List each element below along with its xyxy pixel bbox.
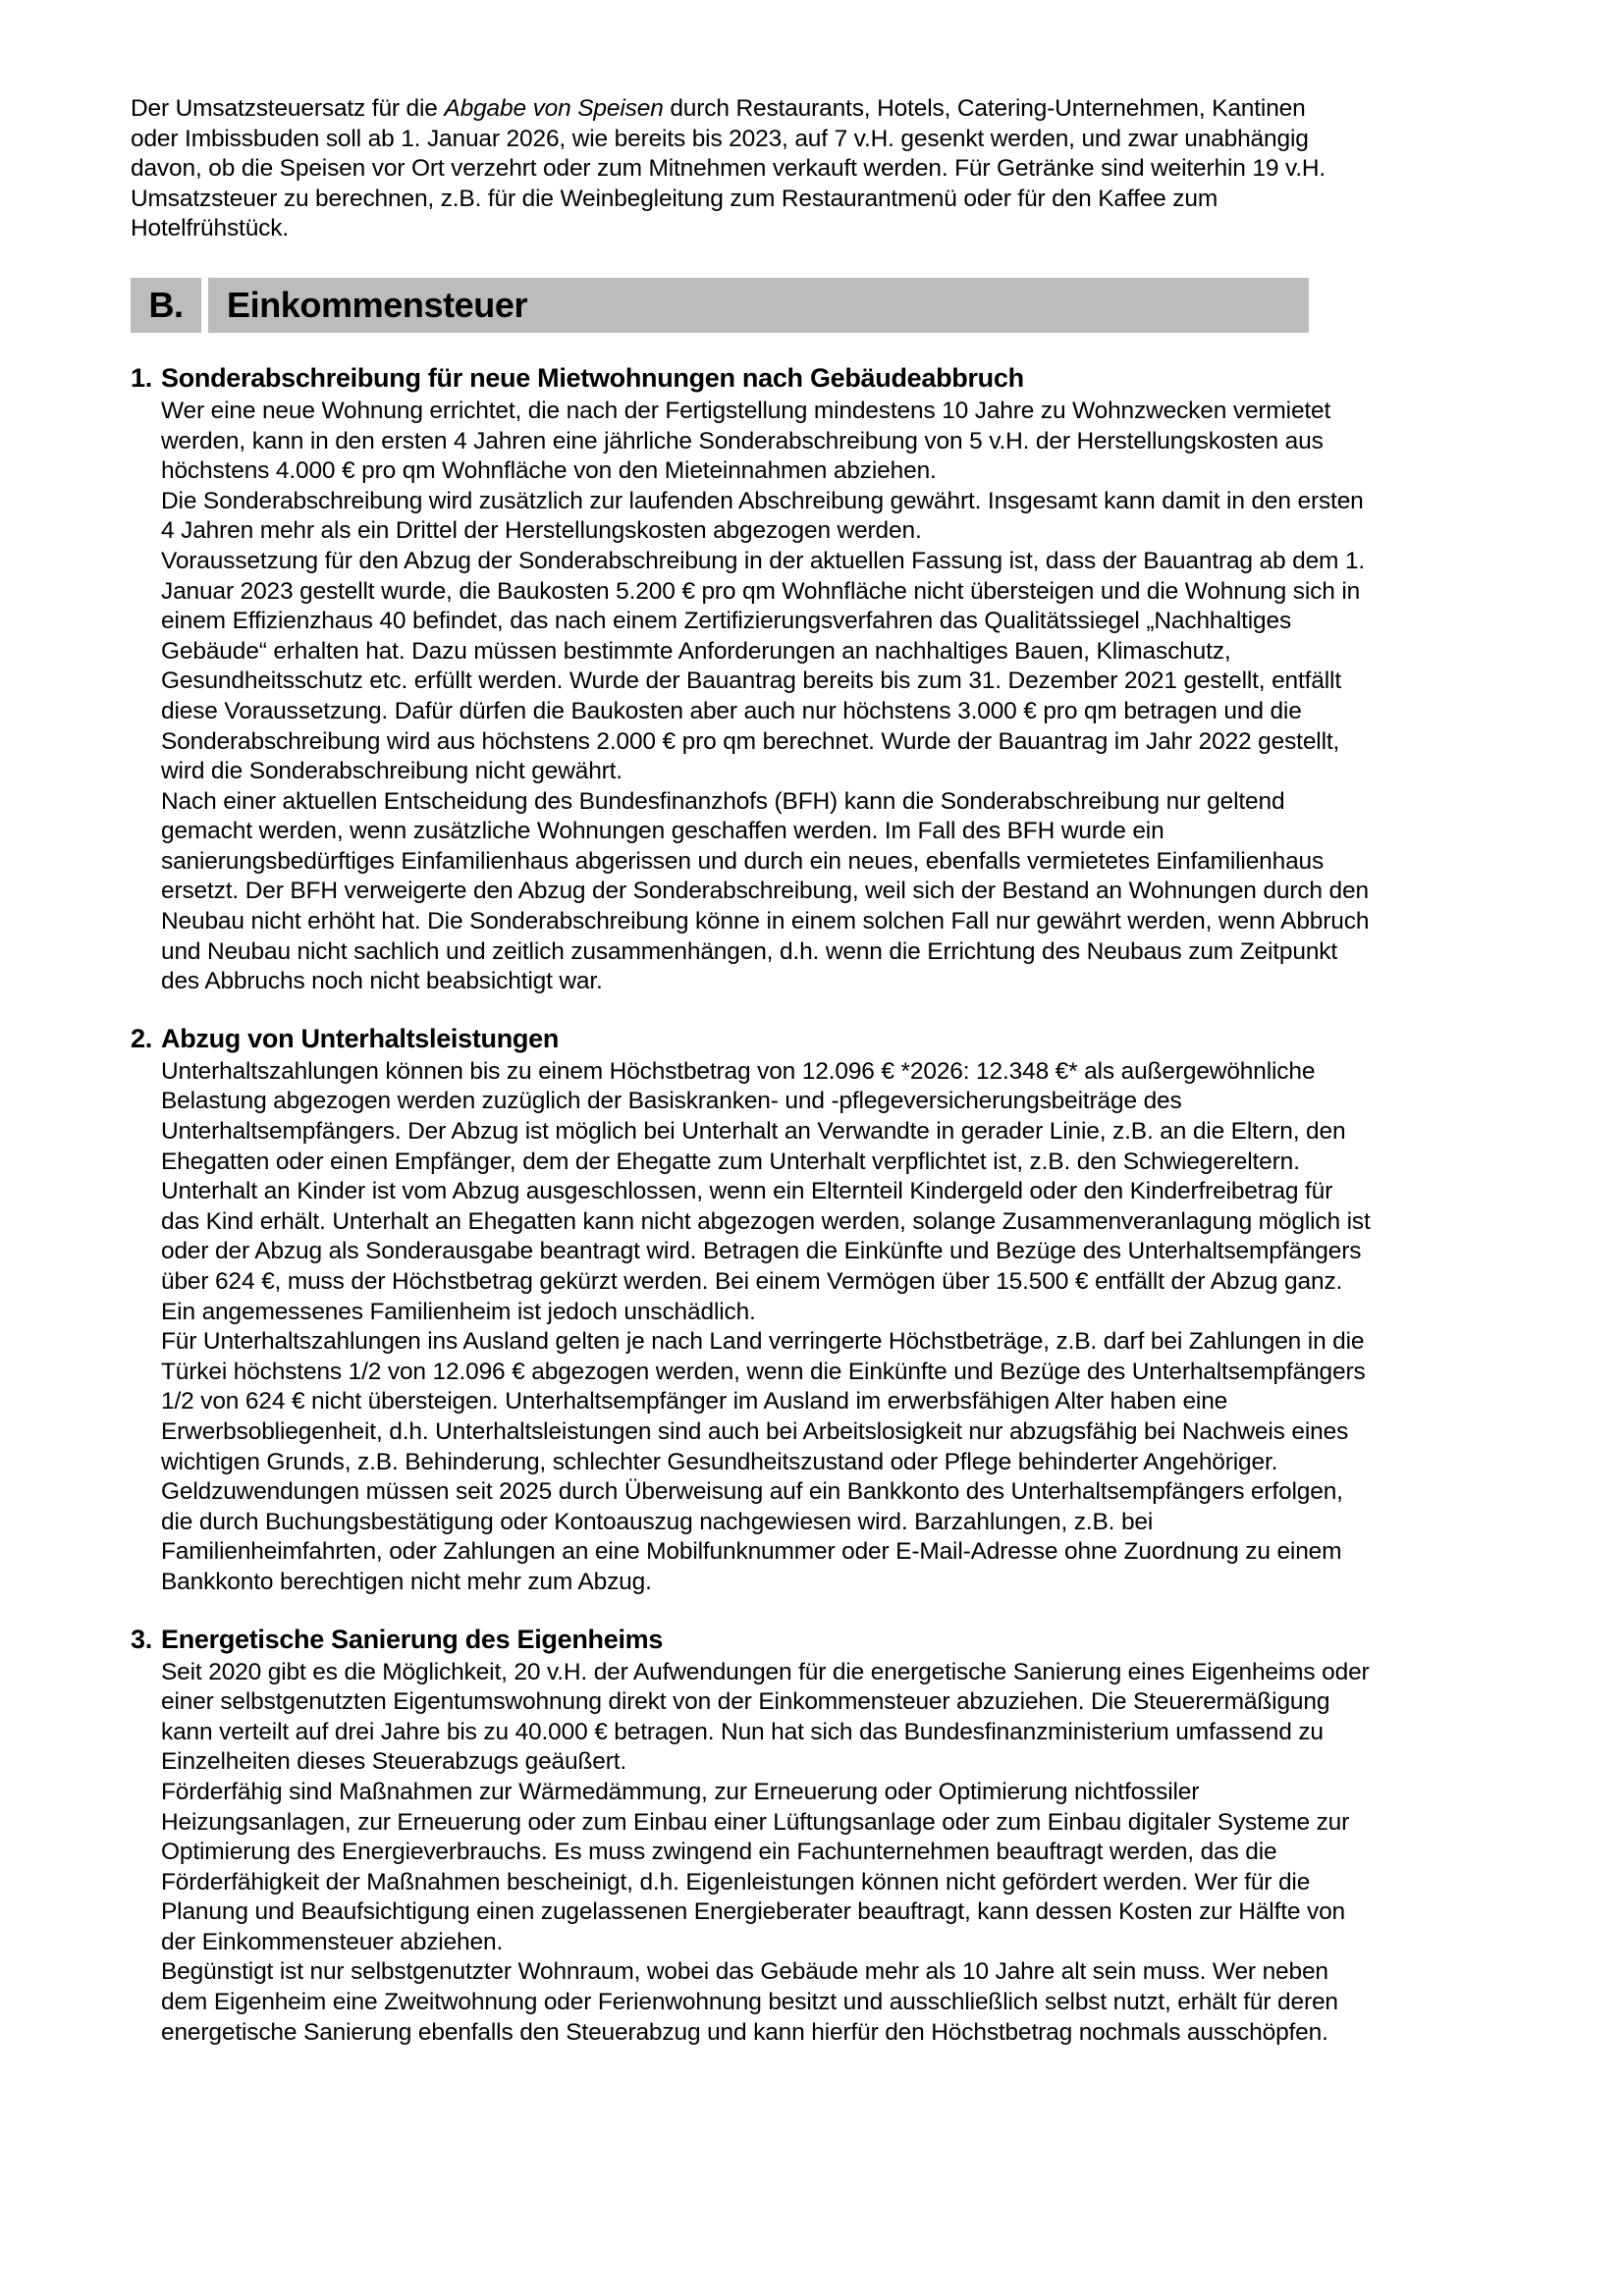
numbered-item-list bbox=[131, 362, 1500, 2048]
body-paragraph: Förderfähig sind Maßnahmen zur Wärmedämmung, zur Erneuerung oder Optimierung nichtfossiler Heizungsanlagen, zur Erneuerung oder zum Einbau einer Lüftungsanlage oder zum Einbau digitaler Systeme zur Optimierung des Energieverbrauchs. Es muss zwingend ein Fachunternehmen beauftragt werden, das die Förderfähigkeit der Maßnahmen bescheinigt, d.h. Eigenleistungen können nicht gefördert werden. Wer für die Planung und Beaufsichtigung einen zugelassenen Energieberater beauftragt, kann dessen Kosten zur Hälfte von der Einkommensteuer abziehen. bbox=[161, 1778, 1350, 1955]
section-band-title: Einkommensteuer bbox=[208, 278, 1309, 333]
item-heading bbox=[131, 362, 1500, 394]
numbered-item bbox=[131, 1624, 1500, 2049]
item-heading bbox=[131, 1023, 1500, 1054]
body-paragraph: Voraussetzung für den Abzug der Sonderabschreibung in der aktuellen Fassung ist, dass der Bauantrag ab dem 1. Januar 2023 gestellt wurde, die Baukosten 5.200 € pro qm Wohnfläche nicht übersteigen und die Wohnung sich in einem Effizienzhaus 40 befindet, das nach einem Zertifizierungsverfahren das Qualitätssiegel „Nachhaltiges Gebäude“ erhalten hat. Dazu müssen bestimmte Anforderungen an nachhaltiges Bauen, Klimaschutz, Gesundheitsschutz etc. erfüllt werden. Wurde der Bauantrag bereits bis zum 31. Dezember 2021 gestellt, entfällt diese Voraussetzung. Dafür dürfen die Baukosten aber auch nur höchstens 3.000 € pro qm betragen und die Sonderabschreibung wird aus höchstens 2.000 € pro qm berechnet. Wurde der Bauantrag im Jahr 2022 gestellt, wird die Sonderabschreibung nicht gewährt. bbox=[161, 547, 1366, 785]
numbered-item bbox=[131, 362, 1500, 997]
section-band-divider bbox=[201, 278, 208, 333]
body-paragraph: Nach einer aktuellen Entscheidung des Bundesfinanzhofs (BFH) kann die Sonderabschreibung nur geltend gemacht werden, wenn zusätzliche Wohnungen geschaffen werden. Im Fall des BFH wurde ein sanierungsbedürftiges Einfamilienhaus abgerissen und durch ein neues, ebenfalls vermietetes Einfamilienhaus ersetzt. Der BFH verweigerte den Abzug der Sonderabschreibung, weil sich der Bestand an Wohnungen durch den Neubau nicht erhöht hat. Die Sonderabschreibung könne in einem solchen Fall nur gewährt werden, wenn Abbruch und Neubau nicht sachlich und zeitlich zusammenhängen, d.h. wenn die Errichtung des Neubaus zum Zeitpunkt des Abbruchs noch nicht beabsichtigt war. bbox=[161, 787, 1370, 995]
item-number: 1. bbox=[131, 362, 152, 393]
item-body bbox=[131, 397, 1500, 997]
item-title: Sonderabschreibung für neue Mietwohnungen nach Gebäudeabbruch bbox=[161, 362, 1024, 393]
item-heading bbox=[131, 1624, 1500, 1655]
item-body bbox=[131, 1057, 1500, 1598]
section-band bbox=[131, 278, 1309, 333]
item-title: Energetische Sanierung des Eigenheims bbox=[161, 1624, 664, 1654]
page-content bbox=[131, 94, 1500, 2048]
item-number: 3. bbox=[131, 1624, 152, 1654]
item-body bbox=[131, 1658, 1500, 2049]
intro-text-after-italic: durch Restaurants, Hotels, Catering-Unternehmen, Kantinen oder Imbissbuden soll ab 1. Januar 2026, wie bereits bis 2023, auf 7 v.H. gesenkt werden, und zwar unabhängig davon, ob die Speisen vor Ort verzehrt oder zum Mitnehmen verkauft werden. Für Getränke sind weiterhin 19 v.H. Umsatzsteuer zu berechnen, z.B. für die Weinbegleitung zum Restaurantmenü oder für den Kaffee zum Hotelfrühstück. bbox=[131, 95, 1326, 242]
intro-italic-phrase: Abgabe von Speisen bbox=[444, 95, 664, 122]
numbered-item bbox=[131, 1023, 1500, 1598]
section-band-letter: B. bbox=[131, 278, 201, 333]
body-paragraph: Geldzuwendungen müssen seit 2025 durch Überweisung auf ein Bankkonto des Unterhaltsempfängers erfolgen, die durch Buchungsbestätigung oder Kontoauszug nachgewiesen wird. Barzahlungen, z.B. bei Familienheimfahrten, oder Zahlungen an eine Mobilfunknummer oder E-Mail-Adresse ohne Zuordnung zu einem Bankkonto berechtigen nicht mehr zum Abzug. bbox=[161, 1478, 1343, 1595]
intro-text-before-italic: Der Umsatzsteuersatz für die bbox=[131, 95, 445, 122]
item-number: 2. bbox=[131, 1023, 152, 1053]
body-paragraph: Seit 2020 gibt es die Möglichkeit, 20 v.H. der Aufwendungen für die energetische Sanierung eines Eigenheims oder einer selbstgenutzten Eigentumswohnung direkt von der Einkommensteuer abzuziehen. Die Steuerermäßigung kann verteilt auf drei Jahre bis zu 40.000 € betragen. Nun hat sich das Bundesfinanzministerium umfassend zu Einzelheiten dieses Steuerabzugs geäußert. bbox=[161, 1658, 1370, 1776]
body-paragraph: Die Sonderabschreibung wird zusätzlich zur laufenden Abschreibung gewährt. Insgesamt kann damit in den ersten 4 Jahren mehr als ein Drittel der Herstellungskosten abgezogen werden. bbox=[161, 487, 1364, 545]
body-paragraph: Wer eine neue Wohnung errichtet, die nach der Fertigstellung mindestens 10 Jahre zu Wohnzwecken vermietet werden, kann in den ersten 4 Jahren eine jährliche Sonderabschreibung von 5 v.H. der Herstellungskosten aus höchstens 4.000 € pro qm Wohnfläche von den Mieteinnahmen abziehen. bbox=[161, 397, 1331, 485]
body-paragraph: Für Unterhaltszahlungen ins Ausland gelten je nach Land verringerte Höchstbeträge, z.B. darf bei Zahlungen in die Türkei höchstens 1/2 von 12.096 € abgezogen werden, wenn die Einkünfte und Bezüge des Unterhaltsempfängers 1/2 von 624 € nicht übersteigen. Unterhaltsempfänger im Ausland im erwerbsfähigen Alter haben eine Erwerbsobliegenheit, d.h. Unterhaltsleistungen sind auch bei Arbeitslosigkeit nur abzugsfähig bei Nachweis eines wichtigen Grunds, z.B. Behinderung, schlechter Gesundheitszustand oder Pflege behinderter Angehöriger. bbox=[161, 1328, 1366, 1475]
item-title: Abzug von Unterhaltsleistungen bbox=[161, 1023, 560, 1053]
intro-paragraph bbox=[131, 94, 1340, 244]
body-paragraph: Unterhaltszahlungen können bis zu einem Höchstbetrag von 12.096 € *2026: 12.348 €* als außergewöhnliche Belastung abgezogen werden zuzüglich der Basiskranken- und -pflegeversicherungsbeiträge des Unterhaltsempfängers. Der Abzug ist möglich bei Unterhalt an Verwandte in gerader Linie, z.B. an die Eltern, den Ehegatten oder einen Empfänger, dem der Ehegatte zum Unterhalt verpflichtet ist, z.B. den Schwiegereltern. Unterhalt an Kinder ist vom Abzug ausgeschlossen, wenn ein Elternteil Kindergeld oder den Kinderfreibetrag für das Kind erhält. Unterhalt an Ehegatten kann nicht abgezogen werden, solange Zusammenveranlagung möglich ist oder der Abzug als Sonderausgabe beantragt wird. Betragen die Einkünfte und Bezüge des Unterhaltsempfängers über 624 €, muss der Höchstbetrag gekürzt werden. Bei einem Vermögen über 15.500 € entfällt der Abzug ganz. Ein angemessenes Familienheim ist jedoch unschädlich. bbox=[161, 1057, 1371, 1325]
body-paragraph: Begünstigt ist nur selbstgenutzter Wohnraum, wobei das Gebäude mehr als 10 Jahre alt sein muss. Wer neben dem Eigenheim eine Zweitwohnung oder Ferienwohnung besitzt und ausschließlich selbst nutzt, erhält für deren energetische Sanierung ebenfalls den Steuerabzug und kann hierfür den Höchstbetrag nochmals ausschöpfen. bbox=[161, 1958, 1338, 2046]
